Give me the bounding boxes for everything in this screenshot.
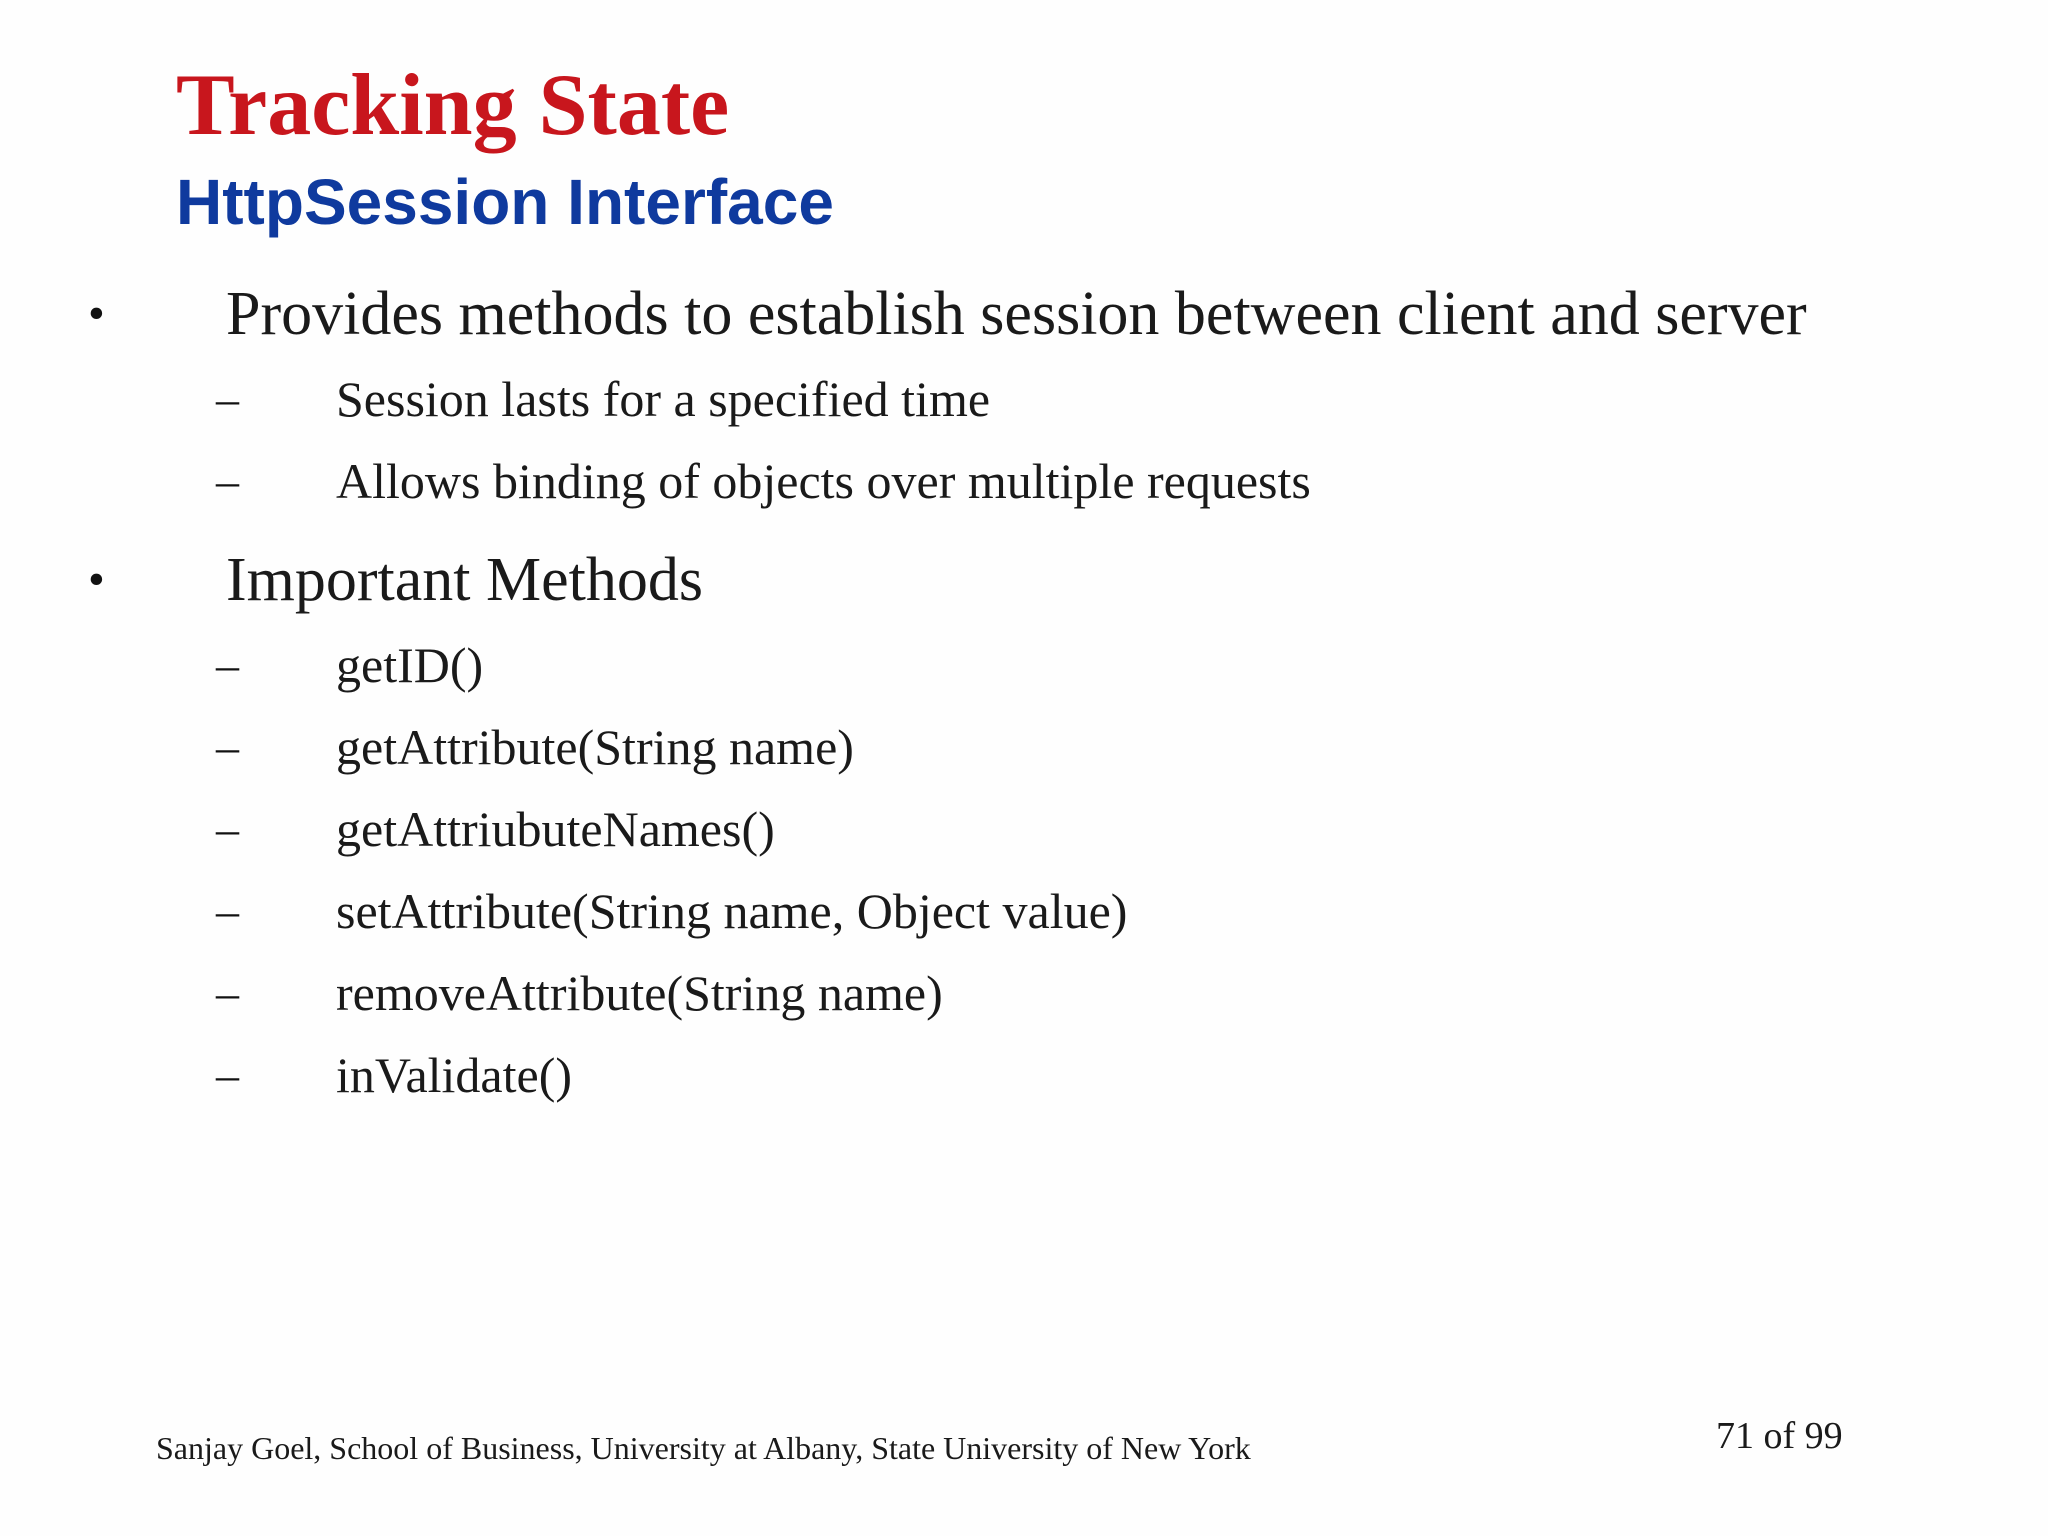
sub-bullet-marker: – <box>216 1049 239 1100</box>
sub-bullet-item <box>0 870 2048 952</box>
sub-bullet-marker: – <box>216 803 239 854</box>
method-get-attribute: getAttribute(String name) <box>336 719 854 775</box>
sub-bullet-item <box>0 788 2048 870</box>
sub-bullet-item <box>0 1034 2048 1116</box>
sub-bullet-item <box>0 440 2048 522</box>
sub-bullet-item <box>0 624 2048 706</box>
bullet-item <box>0 536 2048 624</box>
page-number: 71 of 99 <box>1716 1415 1843 1457</box>
bullet-item <box>0 270 2048 358</box>
bullet-list <box>0 270 2048 1116</box>
method-set-attribute: setAttribute(String name, Object value) <box>336 883 1128 939</box>
sub-bullet-marker: – <box>216 639 239 690</box>
sub-bullet-marker: – <box>216 373 239 424</box>
method-invalidate: inValidate() <box>336 1047 573 1103</box>
bullet-marker: • <box>88 287 105 340</box>
slide-footer: Sanjay Goel, School of Business, University at Albany, State University of New York <box>156 1430 1251 1466</box>
sub-bullet-text: Session lasts for a specified time <box>336 371 991 427</box>
sub-bullet-item <box>0 706 2048 788</box>
sub-bullet-item <box>0 952 2048 1034</box>
method-remove-attribute: removeAttribute(String name) <box>336 965 943 1021</box>
sub-bullet-text: Allows binding of objects over multiple requests <box>336 453 1311 509</box>
bullet-text: Important Methods <box>226 546 703 614</box>
method-get-attribute-names: getAttriubuteNames() <box>336 801 775 857</box>
sub-bullet-marker: – <box>216 885 239 936</box>
sub-bullet-item <box>0 358 2048 440</box>
slide-title: Tracking State <box>176 57 730 154</box>
method-get-id: getID() <box>336 637 484 693</box>
sub-bullet-marker: – <box>216 455 239 506</box>
sub-bullet-marker: – <box>216 721 239 772</box>
bullet-marker: • <box>88 553 105 606</box>
sub-bullet-marker: – <box>216 967 239 1018</box>
bullet-text: Provides methods to establish session between client and server <box>226 280 1807 348</box>
slide-subtitle: HttpSession Interface <box>176 166 834 238</box>
